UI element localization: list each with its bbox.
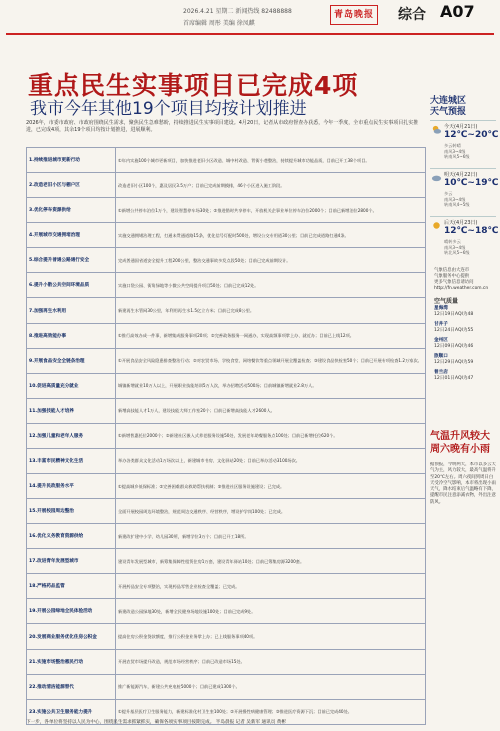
sunny-icon — [431, 220, 442, 231]
project-name: 14.提升民政服务水平 — [27, 474, 116, 499]
table-row — [27, 624, 426, 649]
project-name: 23.实施公共卫生服务能力提升 — [27, 699, 116, 724]
weather-title — [430, 96, 466, 118]
project-name: 8.推进高效能办事 — [27, 323, 116, 348]
section-name: 综合 — [398, 7, 426, 23]
weather-desc: 晴转多云 南风3~4级 转北风5~6级 — [444, 239, 470, 255]
project-name: 22.推动清洁能源替代 — [27, 674, 116, 699]
table-row — [27, 173, 426, 198]
project-name: 7.加强再生水利用 — [27, 298, 116, 323]
table-row — [27, 398, 426, 423]
project-progress: 新增高技能人才1万人，建设技能大师工作室20个；目前已新增高技能人才2600人。 — [116, 398, 426, 423]
weather-desc: 多云 南风3~4级 转南风4~5级 — [444, 191, 470, 207]
weather-day: 明天(4月22日) — [444, 172, 478, 178]
table-row — [27, 248, 426, 273]
project-name: 12.加强儿童和老年人服务 — [27, 423, 116, 448]
project-progress: 新建改扩建中小学、幼儿园30所，新增学位3万个；目前已开工18所。 — [116, 524, 426, 549]
project-progress: 改造老旧小区100个，惠及居民3.5万户；目前已完成前期摸排，46个小区进入施工阶段。 — [116, 173, 426, 198]
project-progress: 实施口袋公园、街角绿地等小微公共空间提升项目50处；目前已完成12处。 — [116, 273, 426, 298]
project-name: 20.发展商业服务优化住房公积金 — [27, 624, 116, 649]
weather-news-title: 气温升风较大周六晚有小雨 — [430, 431, 490, 455]
weather-tomorrow — [430, 168, 499, 215]
weather-temp: 12℃~20℃ — [444, 130, 499, 140]
weather-news-body: 据预报，今明两天，本市以多云天气为主，风力较大，最高气温将升至20℃左右。周六夜间到周日白天受冷空气影响，本市将出现小雨天气，降水结束后气温略有下降，提醒市民注意添减衣物，外出注意防风。 — [430, 462, 496, 505]
air-quality-item: 甘井子 12日24日AQI为55 — [434, 322, 474, 333]
project-progress: ①年内实施100个城市更新项目，加快推进老旧小区改造、城中村改造、背街小巷整治，持续提升城市功能品质，目前已开工38个项目。 — [116, 148, 426, 173]
project-name: 1.持续推进城市更新行动 — [27, 148, 116, 173]
project-name: 15.开展校园周边整治 — [27, 499, 116, 524]
table-row — [27, 474, 426, 499]
partly-cloudy-icon — [431, 124, 442, 135]
cloudy-icon — [431, 172, 442, 183]
project-name: 13.丰富市民精神文化生活 — [27, 448, 116, 473]
page-number: A07 — [440, 2, 475, 21]
project-progress: ①提高城乡低保标准；②完善困难群众救助帮扶机制；③推进社区服务设施建设；已完成。 — [116, 474, 426, 499]
project-progress: ①推行高效办成一件事，新增集成服务事项20项；②完善政务服务一网通办，实现高频事项掌上办、就近办；目前已上线12项。 — [116, 323, 426, 348]
project-progress: 开展药品安全专项整治，实现药品零售企业检查全覆盖；已完成。 — [116, 574, 426, 599]
weather-title-line2: 天气预报 — [430, 107, 467, 117]
table-row — [27, 348, 426, 373]
weather-day: 后天(4月23日) — [444, 220, 478, 226]
lede-paragraph: 2026年，市委市政府、市政府围绕民生需求，聚焦民生急难愁盼，持续推进民生实事项目建设。4月20日，记者从市政府督查办获悉，今年一季度，全市重点民生实事项目扎实推进，已完成4项，其余19个项目均按计划推进，进展顺利。 — [26, 120, 419, 133]
air-quality-item: 普兰店 12日01日AQI为47 — [434, 370, 474, 381]
project-progress: 建设青年发展型城市，新筹集保障性租赁住房1万套，建设青年驿站10处；目前已筹集房源3200套。 — [116, 549, 426, 574]
weather-temp: 12℃~18℃ — [444, 226, 499, 236]
project-progress: ①新增公共停车泊位1万个，建设智慧停车场30处；②推进错时共享停车，开放机关企事业单位停车泊位2000个；目前已新增泊位2800个。 — [116, 198, 426, 223]
air-quality-item: 旅顺口 12日29日AQI为59 — [434, 354, 474, 365]
project-progress: 新建改造公园绿地30处，新增全民健身场地设施100处；目前已完成9处。 — [116, 599, 426, 624]
weather-today — [430, 120, 499, 167]
header-rule — [6, 33, 494, 35]
project-name: 2.改造老旧小区与棚户区 — [27, 173, 116, 198]
table-row — [27, 499, 426, 524]
project-progress: 城镇新增就业10万人以上，开展职业技能培训5万人次，举办招聘活动500场；目前城镇新增就业2.8万人。 — [116, 373, 426, 398]
table-row — [27, 549, 426, 574]
project-progress: 提高住房公积金贷款额度，推行公积金业务掌上办；已上线服务事项40项。 — [116, 624, 426, 649]
issue-date-line: 2026.4.21 星期二 新闻热线 82488888 — [183, 8, 292, 15]
project-progress: ①新增普惠托位2000个；②新建社区嵌入式养老服务设施50处，发展老年助餐服务点100处；目前已新增托位620个。 — [116, 423, 426, 448]
project-name: 16.优化义务教育资源供给 — [27, 524, 116, 549]
project-name: 19.开展公园绿地全民体验活动 — [27, 599, 116, 624]
project-name: 17.改进青年发展型城市 — [27, 549, 116, 574]
newspaper-logo: 青岛晚报 — [330, 5, 378, 25]
table-row — [27, 524, 426, 549]
project-name: 18.严格药品监管 — [27, 574, 116, 599]
project-name: 11.加强技能人才培养 — [27, 398, 116, 423]
weather-day-after — [430, 216, 499, 263]
editor-credits: 首席编辑 周彤 美编 徐凤麒 — [183, 20, 255, 27]
project-name: 5.综合提升普通公路通行安全 — [27, 248, 116, 273]
weather-desc: 多云转晴 南风3~4级 转南风5~6级 — [444, 143, 470, 159]
project-progress: 新建再生水管网30公里，年利用再生水1.5亿立方米；目前已完成8公里。 — [116, 298, 426, 323]
project-name: 3.优化停车资源供给 — [27, 198, 116, 223]
table-row — [27, 649, 426, 674]
project-progress: 推广新能源汽车，新建公共充电桩5000个；目前已建成1300个。 — [116, 674, 426, 699]
project-progress: 开展农贸市场提升改造，规范市场经营秩序；目前已改造市场15处。 — [116, 649, 426, 674]
project-name: 10.促进高质量充分就业 — [27, 373, 116, 398]
weather-title-line1: 大连城区 — [430, 96, 467, 106]
project-progress: ①提升基层医疗卫生服务能力，新建标准化村卫生室100处；②开展慢性病健康管理；③推进医疗资源下沉；目前已完成40处。 — [116, 699, 426, 724]
table-row — [27, 198, 426, 223]
table-row — [27, 298, 426, 323]
project-progress: 实施交通拥堵治理工程，打通未贯通道路15条，优化信号灯配时500处，增设公交专用道30公里；目前已完成道路打通4条。 — [116, 223, 426, 248]
subheadline: 我市今年其他19个项目均按计划推进 — [30, 99, 307, 119]
table-row — [27, 423, 426, 448]
article-footer: 下一步，各单位将坚持以人民为中心，围绕民生需求抓紧抓实，确保各项实事项目按期完成。 半岛晨报 记者 吴新军 通讯员 黄彬 — [26, 720, 286, 725]
table-row — [27, 674, 426, 699]
project-name: 21.实施市场整治惠民行动 — [27, 649, 116, 674]
project-progress: ①开展食品安全风险隐患排查整治行动；②对农贸市场、学校食堂、网络餐饮等重点领域开展全覆盖检查；③建设食品快检室50个；目前已开展专项检查1.2万家次。 — [116, 348, 426, 373]
table-row — [27, 599, 426, 624]
table-row — [27, 373, 426, 398]
project-name: 6.提升小散公共空间环境品质 — [27, 273, 116, 298]
table-row — [27, 574, 426, 599]
table-row — [27, 148, 426, 173]
projects-table — [26, 147, 426, 725]
project-progress: 完成普通国省道安全提升工程200公里，整治交通事故多发点段50处；目前已完成前期设计。 — [116, 248, 426, 273]
air-quality-title: 空气质量 — [434, 298, 459, 305]
table-row — [27, 323, 426, 348]
project-name: 4.开展城市交通拥堵治理 — [27, 223, 116, 248]
air-quality-item: 金州区 12日09日AQI为46 — [434, 338, 474, 349]
weather-day: 今天(4月21日) — [444, 124, 478, 130]
air-quality-item: 星海湾 12日19日AQI为48 — [434, 306, 474, 317]
weather-credit: 气象信息由大连市 气象服务中心提供 更多气象信息请访问 http://fn.weather.com.cn — [434, 268, 489, 291]
project-progress: 全面开展校园周边环境整治，规范周边交通秩序、经营秩序，增设护学岗100处；已完成。 — [116, 499, 426, 524]
table-row — [27, 223, 426, 248]
headline: 重点民生实事项目已完成4项 — [28, 71, 359, 100]
project-name: 9.开展食品安全全链条治理 — [27, 348, 116, 373]
weather-temp: 10℃~19℃ — [444, 178, 499, 188]
table-row — [27, 448, 426, 473]
table-row — [27, 273, 426, 298]
project-progress: 举办各类群众文化活动1万场次以上，新建城市书房、文化驿站20处；目前已举办活动3100场次。 — [116, 448, 426, 473]
